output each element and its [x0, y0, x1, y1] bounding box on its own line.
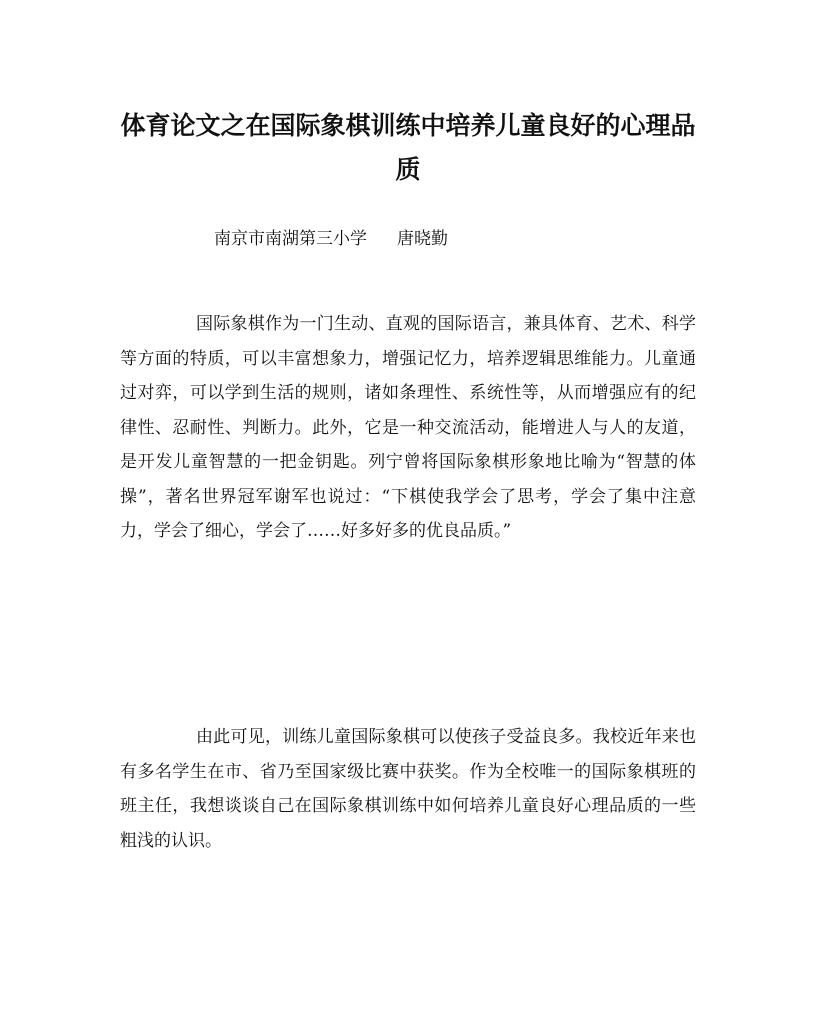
body-paragraph-1: 国际象棋作为一门生动、直观的国际语言，兼具体育、艺术、科学等方面的特质，可以丰富想象力，增强记忆力，培养逻辑思维能力。儿童通过对弈，可以学到生活的规则，诸如条理性、系统性等，从而增强应有的纪律性、忍耐性、判断力。此外，它是一种交流活动，能增进人与人的友道，是开发儿童智慧的一把金钥匙。列宁曾将国际象棋形象地比喻为“智慧的体操”，著名世界冠军谢军也说过：“下棋使我学会了思考，学会了集中注意力，学会了细心，学会了……好多好多的优良品质。”: [120, 314, 696, 541]
body-paragraph-2: 由此可见，训练儿童国际象棋可以使孩子受益良多。我校近年来也有多名学生在市、省乃至国家级比赛中获奖。作为全校唯一的国际象棋班的班主任，我想谈谈自己在国际象棋训练中如何培养儿童良好心理品质的一些粗浅的认识。: [120, 727, 696, 851]
document-title: 体育论文之在国际象棋训练中培养儿童良好的心理品质: [120, 111, 696, 184]
author-school: 南京市南湖第三小学: [214, 229, 367, 249]
author-name: 唐晓勤: [397, 229, 448, 249]
author-line: [214, 227, 448, 251]
